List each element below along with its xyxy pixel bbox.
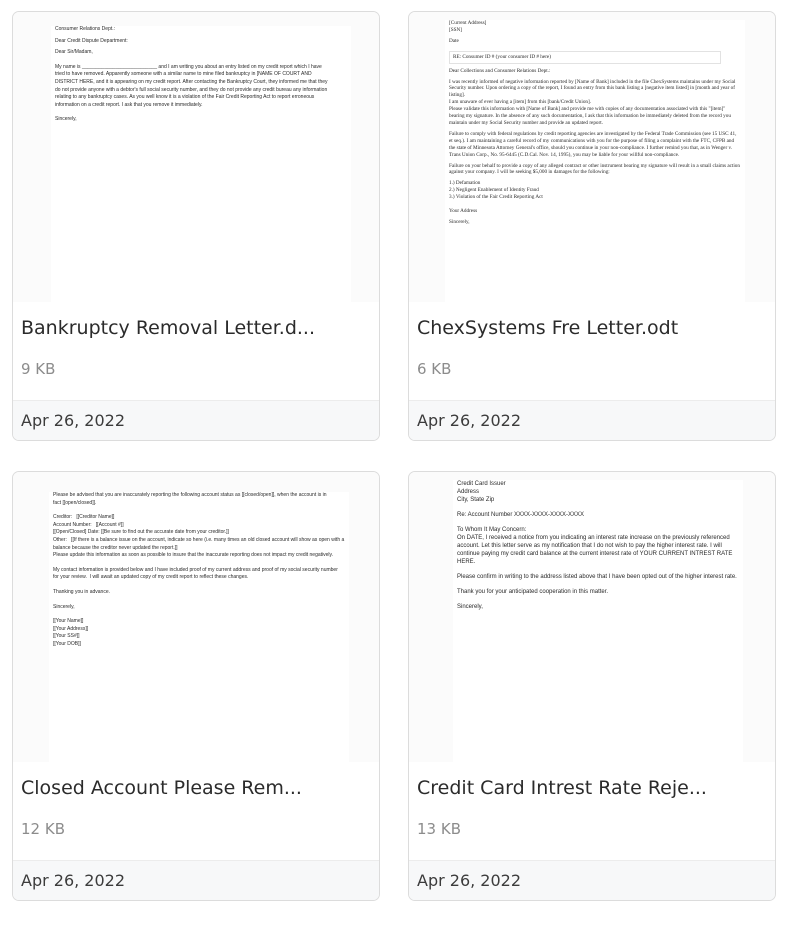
preview-line: Dear Sir/Madam, (55, 49, 93, 56)
preview-line: Address (457, 489, 480, 495)
preview-line: [SSN] (449, 26, 462, 33)
file-date: Apr 26, 2022 (417, 411, 522, 430)
preview-line: Date (449, 37, 459, 44)
file-card[interactable] (408, 471, 776, 901)
preview-line: [Current Address] (449, 20, 487, 26)
file-size: 12 KB (21, 820, 65, 838)
preview-line: [[Your Address]] (53, 625, 89, 632)
file-name[interactable]: Closed Account Please Rem... (21, 777, 302, 799)
preview-line: Please be advised that you are inaccurately reporting the following account status as [[closed/open]], when the account is in fact [[open/closed]]. (53, 492, 328, 506)
file-date: Apr 26, 2022 (21, 411, 126, 430)
file-date: Apr 26, 2022 (21, 871, 126, 890)
preview-line: Dear Credit Dispute Department: (55, 37, 128, 44)
file-card[interactable] (12, 11, 380, 441)
preview-line: Thank you for your anticipated cooperation in this matter. (457, 589, 609, 595)
preview-line: [[Your Name]] (53, 618, 84, 625)
preview-line: Sincerely, (53, 603, 75, 610)
preview-page (49, 492, 349, 762)
preview-line: Consumer Relations Dept.: (55, 26, 116, 32)
preview-line: I was recently informed of negative information reported by [Name of Bank] included in the file ChexSystems maintains under my Social Security number. Upon ordering a copy of the report, I found an entry from this bank listing a [negative item listed] in [month and year of listing]. (449, 78, 737, 99)
preview-page (445, 20, 745, 302)
card-footer (13, 400, 379, 441)
preview-line: Please update this information as soon as possible to insure that the inaccurate reporting does not impact my credit negatively. (53, 552, 334, 559)
preview-line: 3.) Violation of the Fair Credit Reporting Act (449, 194, 543, 201)
document-preview[interactable] (409, 12, 775, 302)
preview-line: [[Open/Closed] Date: [[Be sure to find out the accurate date from your creditor.]] (53, 529, 229, 536)
preview-line: [[Your DOB]] (53, 640, 81, 647)
file-size: 13 KB (417, 820, 461, 838)
card-footer (13, 860, 379, 901)
preview-line: [[Your SS#]] (53, 633, 80, 640)
preview-line: 2.) Negligent Enablement of Identity Fraud (449, 187, 539, 194)
preview-line: Creditor: [[Creditor Name]] (53, 514, 115, 521)
card-footer (409, 400, 775, 441)
preview-line: Sincerely, (55, 116, 77, 123)
preview-line: Sincerely, (457, 604, 483, 610)
preview-line: Re: Account Number XXXX-XXXX-XXXX-XXXX (457, 512, 585, 518)
document-preview[interactable] (13, 472, 379, 762)
preview-line: Your Address (449, 208, 478, 215)
preview-line: On DATE, I received a notice from you indicating an interest rate increase on the previously referenced account. Let this letter serve as my notification that I do not wish to pay the higher interest rate. I will continue paying my credit card balance at the current interest rate of YOUR CURRENT INTREST RATE HERE. (457, 535, 735, 565)
preview-page (51, 26, 351, 302)
document-preview[interactable] (409, 472, 775, 762)
preview-line: City, State Zip (457, 497, 495, 503)
preview-line: RE: Consumer ID # (your consumer ID # here) (449, 51, 721, 64)
file-date: Apr 26, 2022 (417, 871, 522, 890)
preview-line: Sincerely, (449, 218, 470, 225)
preview-line: Account Number: [[Account #]] (53, 521, 124, 528)
preview-line: Please confirm in writing to the address listed above that I have been opted out of the higher interest rate. (457, 574, 737, 580)
file-card[interactable] (408, 11, 776, 441)
preview-line: Please validate this information with [Name of Bank] and provide me with copies of any documentation associated with this "[item]" bearing my signature. In the absence of any such documentation, I ask that this information be immediately deleted from the record you maintain under my Social Security number and provide an updated report. (449, 106, 733, 126)
file-name[interactable]: Credit Card Intrest Rate Reje... (417, 777, 707, 799)
preview-line: My name is ___________________________ and I am writing you about an entry listed on my credit report which I have tried to have removed. Apparently someone with a similar name to mine filed bankruptcy in [NAME OF COURT AND DISTRICT HERE, and it is appearing on my credit report. After contacting the Bankruptcy Court, they informed me that they do not provide anyone with a debtor's full social security number, and they do not provide any credit bureau any information relating to any bankruptcy cases. As you well know it is a violation of the Fair Credit Reporting Act to report erroneous information on a credit report. I ask that you remove it immediately. (55, 63, 329, 108)
preview-line: Credit Card Issuer (457, 481, 506, 487)
preview-line: I am unaware of ever having a [item] from this [bank/Credit Union]. (449, 99, 592, 106)
card-footer (409, 860, 775, 901)
preview-line: Failure on your behalf to provide a copy of any alleged contract or other instrument bearing my signature will result in a small claims action against your company. I will be seeking $5,000 in damages for the following: (449, 162, 742, 176)
document-preview[interactable] (13, 12, 379, 302)
preview-line: 1.) Defamation (449, 180, 481, 187)
file-card[interactable] (12, 471, 380, 901)
preview-line: Failure to comply with federal regulations by credit reporting agencies are investigated by the Federal Trade Commission (see 15 USC 41, et seq.). I am maintaining a careful record of my communications with you for the purpose of filing a complaint with the FTC, CFPB and the state of Minnesota Attorney General's office, should you continue in your non-compliance. I further remind you that, as in Wenger v. Trans Union Corp., No. 95-6445 (C.D.Cal. Nov. 14, 1995), you may be liable for your willful non-compliance. (449, 130, 738, 158)
preview-line: My contact information is provided below and I have included proof of my current address and proof of my social security number for your review. I will await an updated copy of my credit report to reflect these changes. (53, 566, 340, 581)
preview-line: To Whom It May Concern: (457, 527, 527, 533)
file-size: 6 KB (417, 360, 452, 378)
preview-page (453, 480, 743, 762)
preview-line: Other: [[If there is a balance issue on the account, indicate so here (i.e. many times an old closed account will show as open with a balance because the creditor never updated the report.]] (53, 536, 346, 551)
preview-line: Dear Collections and Consumer Relations Dept.: (449, 67, 551, 74)
preview-line: Thanking you in advance. (53, 588, 110, 595)
file-name[interactable]: Bankruptcy Removal Letter.d... (21, 317, 316, 339)
file-size: 9 KB (21, 360, 56, 378)
file-name[interactable]: ChexSystems Fre Letter.odt (417, 317, 679, 339)
